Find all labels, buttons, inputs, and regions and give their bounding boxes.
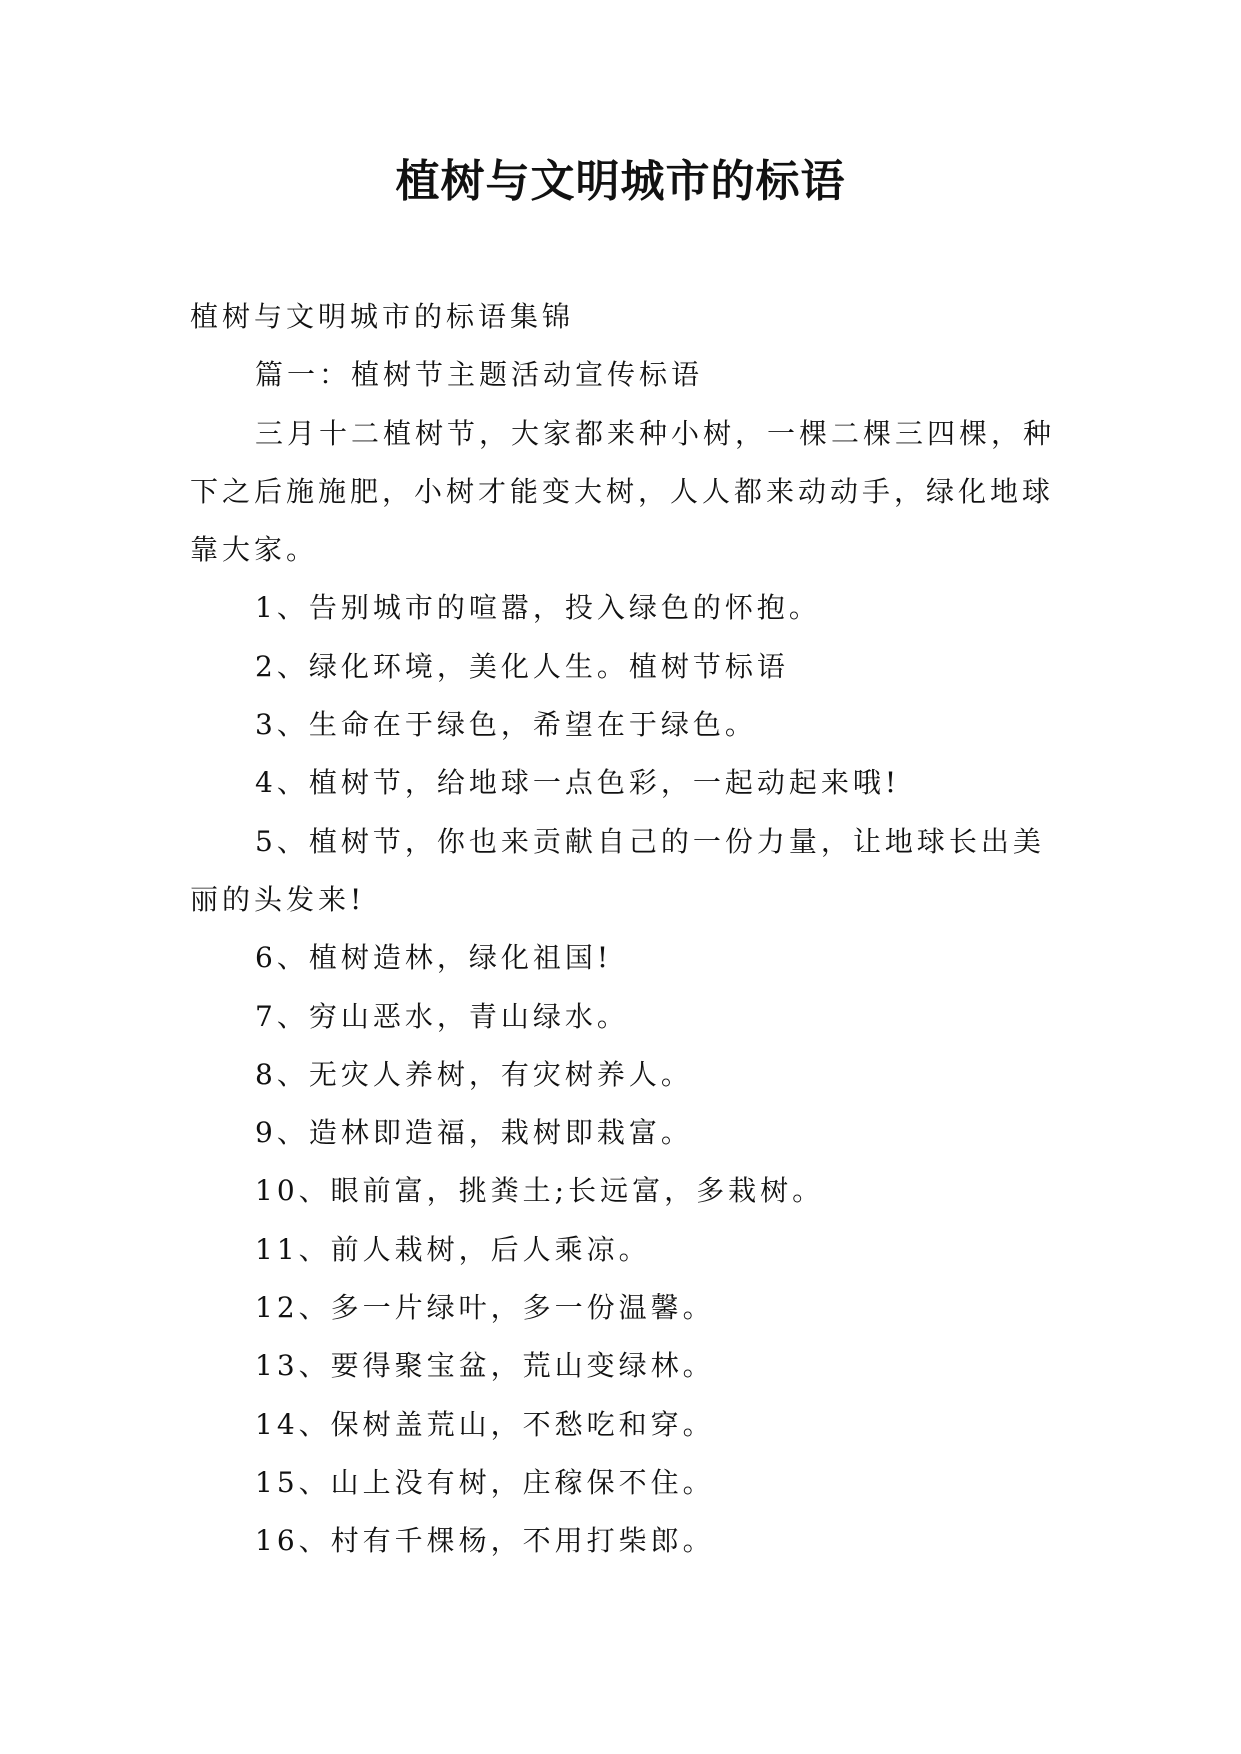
slogan-item: 7、穷山恶水，青山绿水。 <box>255 999 629 1033</box>
document-subtitle: 植树与文明城市的标语集锦 <box>190 300 575 333</box>
slogan-item: 3、生命在于绿色，希望在于绿色。 <box>255 708 757 742</box>
slogan-item: 5、植树节，你也来贡献自己的一份力量，让地球长出美丽的头发来! <box>190 824 1045 916</box>
slogan-item: 12、多一片绿叶，多一份温馨。 <box>255 1291 715 1325</box>
slogan-item: 4、植树节，给地球一点色彩，一起动起来哦! <box>255 766 901 800</box>
slogan-item: 14、保树盖荒山，不愁吃和穿。 <box>255 1407 715 1441</box>
slogan-item: 8、无灾人养树，有灾树养人。 <box>255 1057 693 1091</box>
slogan-item: 6、植树造林，绿化祖国! <box>255 941 613 975</box>
document-title: 植树与文明城市的标语 <box>395 156 846 207</box>
slogan-item: 10、眼前富，挑粪土;长远富，多栽树。 <box>255 1174 825 1208</box>
slogan-item: 13、要得聚宝盆，荒山变绿林。 <box>255 1349 715 1383</box>
document-body <box>190 288 1060 1571</box>
slogan-item: 1、告别城市的喧嚣，投入绿色的怀抱。 <box>255 591 821 625</box>
slogan-item: 16、村有千棵杨，不用打柴郎。 <box>255 1524 715 1558</box>
slogan-item: 11、前人栽树，后人乘凉。 <box>255 1232 651 1266</box>
slogan-item: 2、绿化环境，美化人生。植树节标语 <box>255 649 789 683</box>
slogan-item: 15、山上没有树，庄稼保不住。 <box>255 1465 715 1499</box>
section-heading: 篇一：植树节主题活动宣传标语 <box>255 358 704 392</box>
intro-paragraph: 三月十二植树节，大家都来种小树，一棵二棵三四棵，种下之后施施肥，小树才能变大树，人人都来动动手，绿化地球靠大家。 <box>190 416 1056 567</box>
slogan-item: 9、造林即造福，栽树即栽富。 <box>255 1116 693 1150</box>
